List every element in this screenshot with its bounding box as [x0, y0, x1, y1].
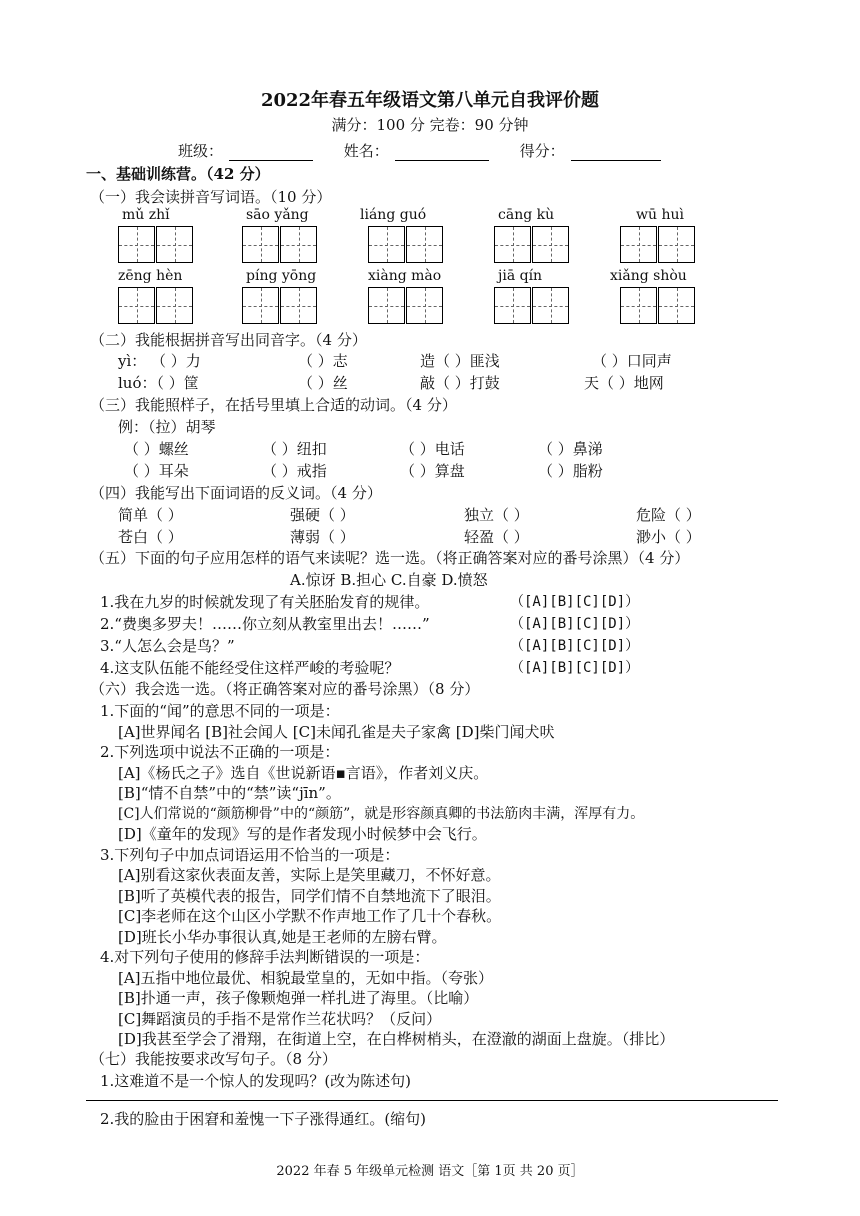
- q3-example: 例：（拉）胡琴: [118, 418, 216, 436]
- q4-item: 强硬（ ）: [290, 506, 355, 524]
- q3-item: （ ）脂粉: [538, 462, 603, 480]
- answer-line[interactable]: [86, 1100, 778, 1101]
- part1-heading: 一、基础训练营。（42 分）: [86, 165, 270, 183]
- q4-item: 轻盈（ ）: [464, 528, 529, 546]
- pinyin-label: zēng hèn: [118, 268, 183, 284]
- q2-heading: （二）我能根据拼音写出同音字。（4 分）: [90, 331, 367, 349]
- q5-question: 3.“人怎么会是鸟？”: [100, 637, 235, 655]
- pinyin-label: wū huì: [636, 207, 684, 223]
- q6-option[interactable]: [A]《杨氏之子》选自《世说新语▪言语》，作者刘义庆。: [118, 763, 489, 782]
- class-field[interactable]: [229, 146, 313, 161]
- q2-item: luó：（ ）筐: [118, 374, 199, 392]
- q7-heading: （七）我能按要求改写句子。（8 分）: [90, 1050, 337, 1068]
- q3-item: （ ）算盘: [400, 462, 465, 480]
- pinyin-label: mǔ zhǐ: [122, 207, 170, 223]
- score-label: 得分：: [519, 142, 565, 160]
- q3-item: （ ）耳朵: [124, 462, 189, 480]
- name-field[interactable]: [395, 146, 489, 161]
- pinyin-label: xiàng mào: [368, 268, 442, 284]
- answer-bubbles[interactable]: （[A][B][C][D]）: [510, 660, 640, 676]
- q6-option[interactable]: [D]我甚至学会了滑翔，在街道上空，在白桦树梢头，在澄澈的湖面上盘旋。（排比）: [118, 1030, 675, 1048]
- page-footer: 2022 年春 5 年级单元检测 语文［第 1页 共 20 页］: [276, 1164, 584, 1179]
- q5-heading: （五）下面的句子应用怎样的语气来读呢？选一选。（将正确答案对应的番号涂黑）（4 分）: [90, 549, 690, 567]
- q4-heading: （四）我能写出下面词语的反义词。（4 分）: [90, 484, 382, 502]
- q3-item: （ ）戒指: [262, 462, 327, 480]
- writing-grid[interactable]: [368, 226, 444, 263]
- q6-option[interactable]: [C]人们常说的“颜筋柳骨”中的“颜筋”，就是形容颜真卿的书法筋肉丰满，浑厚有力。: [118, 805, 645, 822]
- pinyin-label: liáng guó: [360, 207, 427, 223]
- q2-item: 敲（ ）打鼓: [420, 374, 500, 392]
- q6-option[interactable]: [D]班长小华办事很认真,她是王老师的左膀右臂。: [118, 927, 447, 946]
- q5-question: 1.我在九岁的时候就发现了有关胚胎发育的规律。: [100, 593, 430, 611]
- score-field[interactable]: [571, 146, 661, 161]
- writing-grid[interactable]: [118, 226, 194, 263]
- page-title: 2022年春五年级语文第八单元自我评价题: [260, 90, 600, 111]
- q6-option[interactable]: [B]扑通一声，孩子像颗炮弹一样扎进了海里。（比喻）: [118, 989, 479, 1007]
- q4-item: 危险（ ）: [636, 506, 701, 524]
- writing-grid[interactable]: [242, 226, 318, 263]
- q2-item: yì： （ ）力: [118, 352, 201, 370]
- q3-item: （ ）鼻涕: [538, 440, 603, 458]
- name-label: 姓名：: [343, 142, 389, 160]
- q2-item: 天（ ）地网: [584, 374, 664, 392]
- q6-question: 1.下面的“闻”的意思不同的一项是：: [100, 702, 340, 720]
- writing-grid[interactable]: [242, 287, 318, 324]
- q6-question: 4.对下列句子使用的修辞手法判断错误的一项是：: [100, 948, 430, 966]
- q6-option[interactable]: [B]听了英模代表的报告，同学们情不自禁地流下了眼泪。: [118, 886, 501, 905]
- class-label: 班级：: [178, 142, 224, 160]
- q6-option[interactable]: [A]世界闻名 [B]社会闻人 [C]未闻孔雀是夫子家禽 [D]柴门闻犬吠: [118, 722, 555, 741]
- q2-item: （ ）丝: [298, 374, 348, 392]
- q6-option[interactable]: [D]《童年的发现》写的是作者发现小时候梦中会飞行。: [118, 825, 487, 843]
- q4-item: 简单（ ）: [118, 506, 183, 524]
- writing-grid[interactable]: [620, 287, 696, 324]
- exam-meta: 满分：100 分 完卷：90 分钟: [331, 116, 529, 134]
- pinyin-label: sāo yǎng: [246, 207, 309, 223]
- q2-item: （ ）口同声: [592, 352, 672, 370]
- q5-question: 4.这支队伍能不能经受住这样严峻的考验呢？: [100, 659, 400, 677]
- pinyin-label: píng yōng: [246, 268, 317, 284]
- q2-item: 造（ ）匪浅: [420, 352, 500, 370]
- q2-item: （ ）志: [298, 352, 348, 370]
- q5-question: 2.“费奥多罗夫！……你立刻从教室里出去！……”: [100, 615, 430, 633]
- pinyin-label: xiǎng shòu: [610, 268, 687, 284]
- q3-heading: （三）我能照样子，在括号里填上合适的动词。（4 分）: [90, 396, 457, 414]
- q6-option[interactable]: [C]李老师在这个山区小学默不作声地工作了几十个春秋。: [118, 907, 502, 925]
- q7-item: 1.这难道不是一个惊人的发现吗？(改为陈述句): [100, 1072, 412, 1090]
- q6-option[interactable]: [C]舞蹈演员的手指不是常作兰花状吗？（反问）: [118, 1009, 442, 1028]
- student-info-row: [178, 140, 661, 161]
- writing-grid[interactable]: [620, 226, 696, 263]
- writing-grid[interactable]: [494, 226, 570, 263]
- q6-question: 3.下列句子中加点词语运用不恰当的一项是：: [100, 845, 400, 864]
- q6-question: 2.下列选项中说法不正确的一项是：: [100, 743, 340, 761]
- pinyin-label: cāng kù: [498, 207, 555, 223]
- pinyin-label: jiā qín: [498, 268, 543, 284]
- q1-heading: （一）我会读拼音写词语。（10 分）: [90, 188, 332, 206]
- writing-grid[interactable]: [368, 287, 444, 324]
- q7-item: 2.我的脸由于困窘和羞愧一下子涨得通红。(缩句): [100, 1110, 427, 1128]
- q3-item: （ ）电话: [400, 440, 465, 458]
- answer-bubbles[interactable]: （[A][B][C][D]）: [510, 594, 640, 610]
- q6-option[interactable]: [A]别看这家伙表面友善，实际上是笑里藏刀，不怀好意。: [118, 866, 501, 884]
- answer-bubbles[interactable]: （[A][B][C][D]）: [510, 616, 640, 632]
- q4-item: 渺小（ ）: [636, 528, 701, 546]
- q6-heading: （六）我会选一选。（将正确答案对应的番号涂黑）（8 分）: [90, 680, 480, 698]
- writing-grid[interactable]: [494, 287, 570, 324]
- q3-item: （ ）纽扣: [262, 440, 327, 458]
- answer-bubbles[interactable]: （[A][B][C][D]）: [510, 638, 640, 654]
- q6-option[interactable]: [A]五指中地位最优、相貌最堂皇的，无如中指。（夸张）: [118, 968, 494, 987]
- q4-item: 苍白（ ）: [118, 528, 183, 546]
- q4-item: 薄弱（ ）: [290, 528, 355, 546]
- q6-option[interactable]: [B]“情不自禁”中的“禁”读“jīn”。: [118, 784, 341, 802]
- q5-options: A.惊讶 B.担心 C.自豪 D.愤怒: [290, 571, 488, 589]
- writing-grid[interactable]: [118, 287, 194, 324]
- q3-item: （ ）螺丝: [124, 440, 189, 458]
- q4-item: 独立（ ）: [464, 506, 529, 524]
